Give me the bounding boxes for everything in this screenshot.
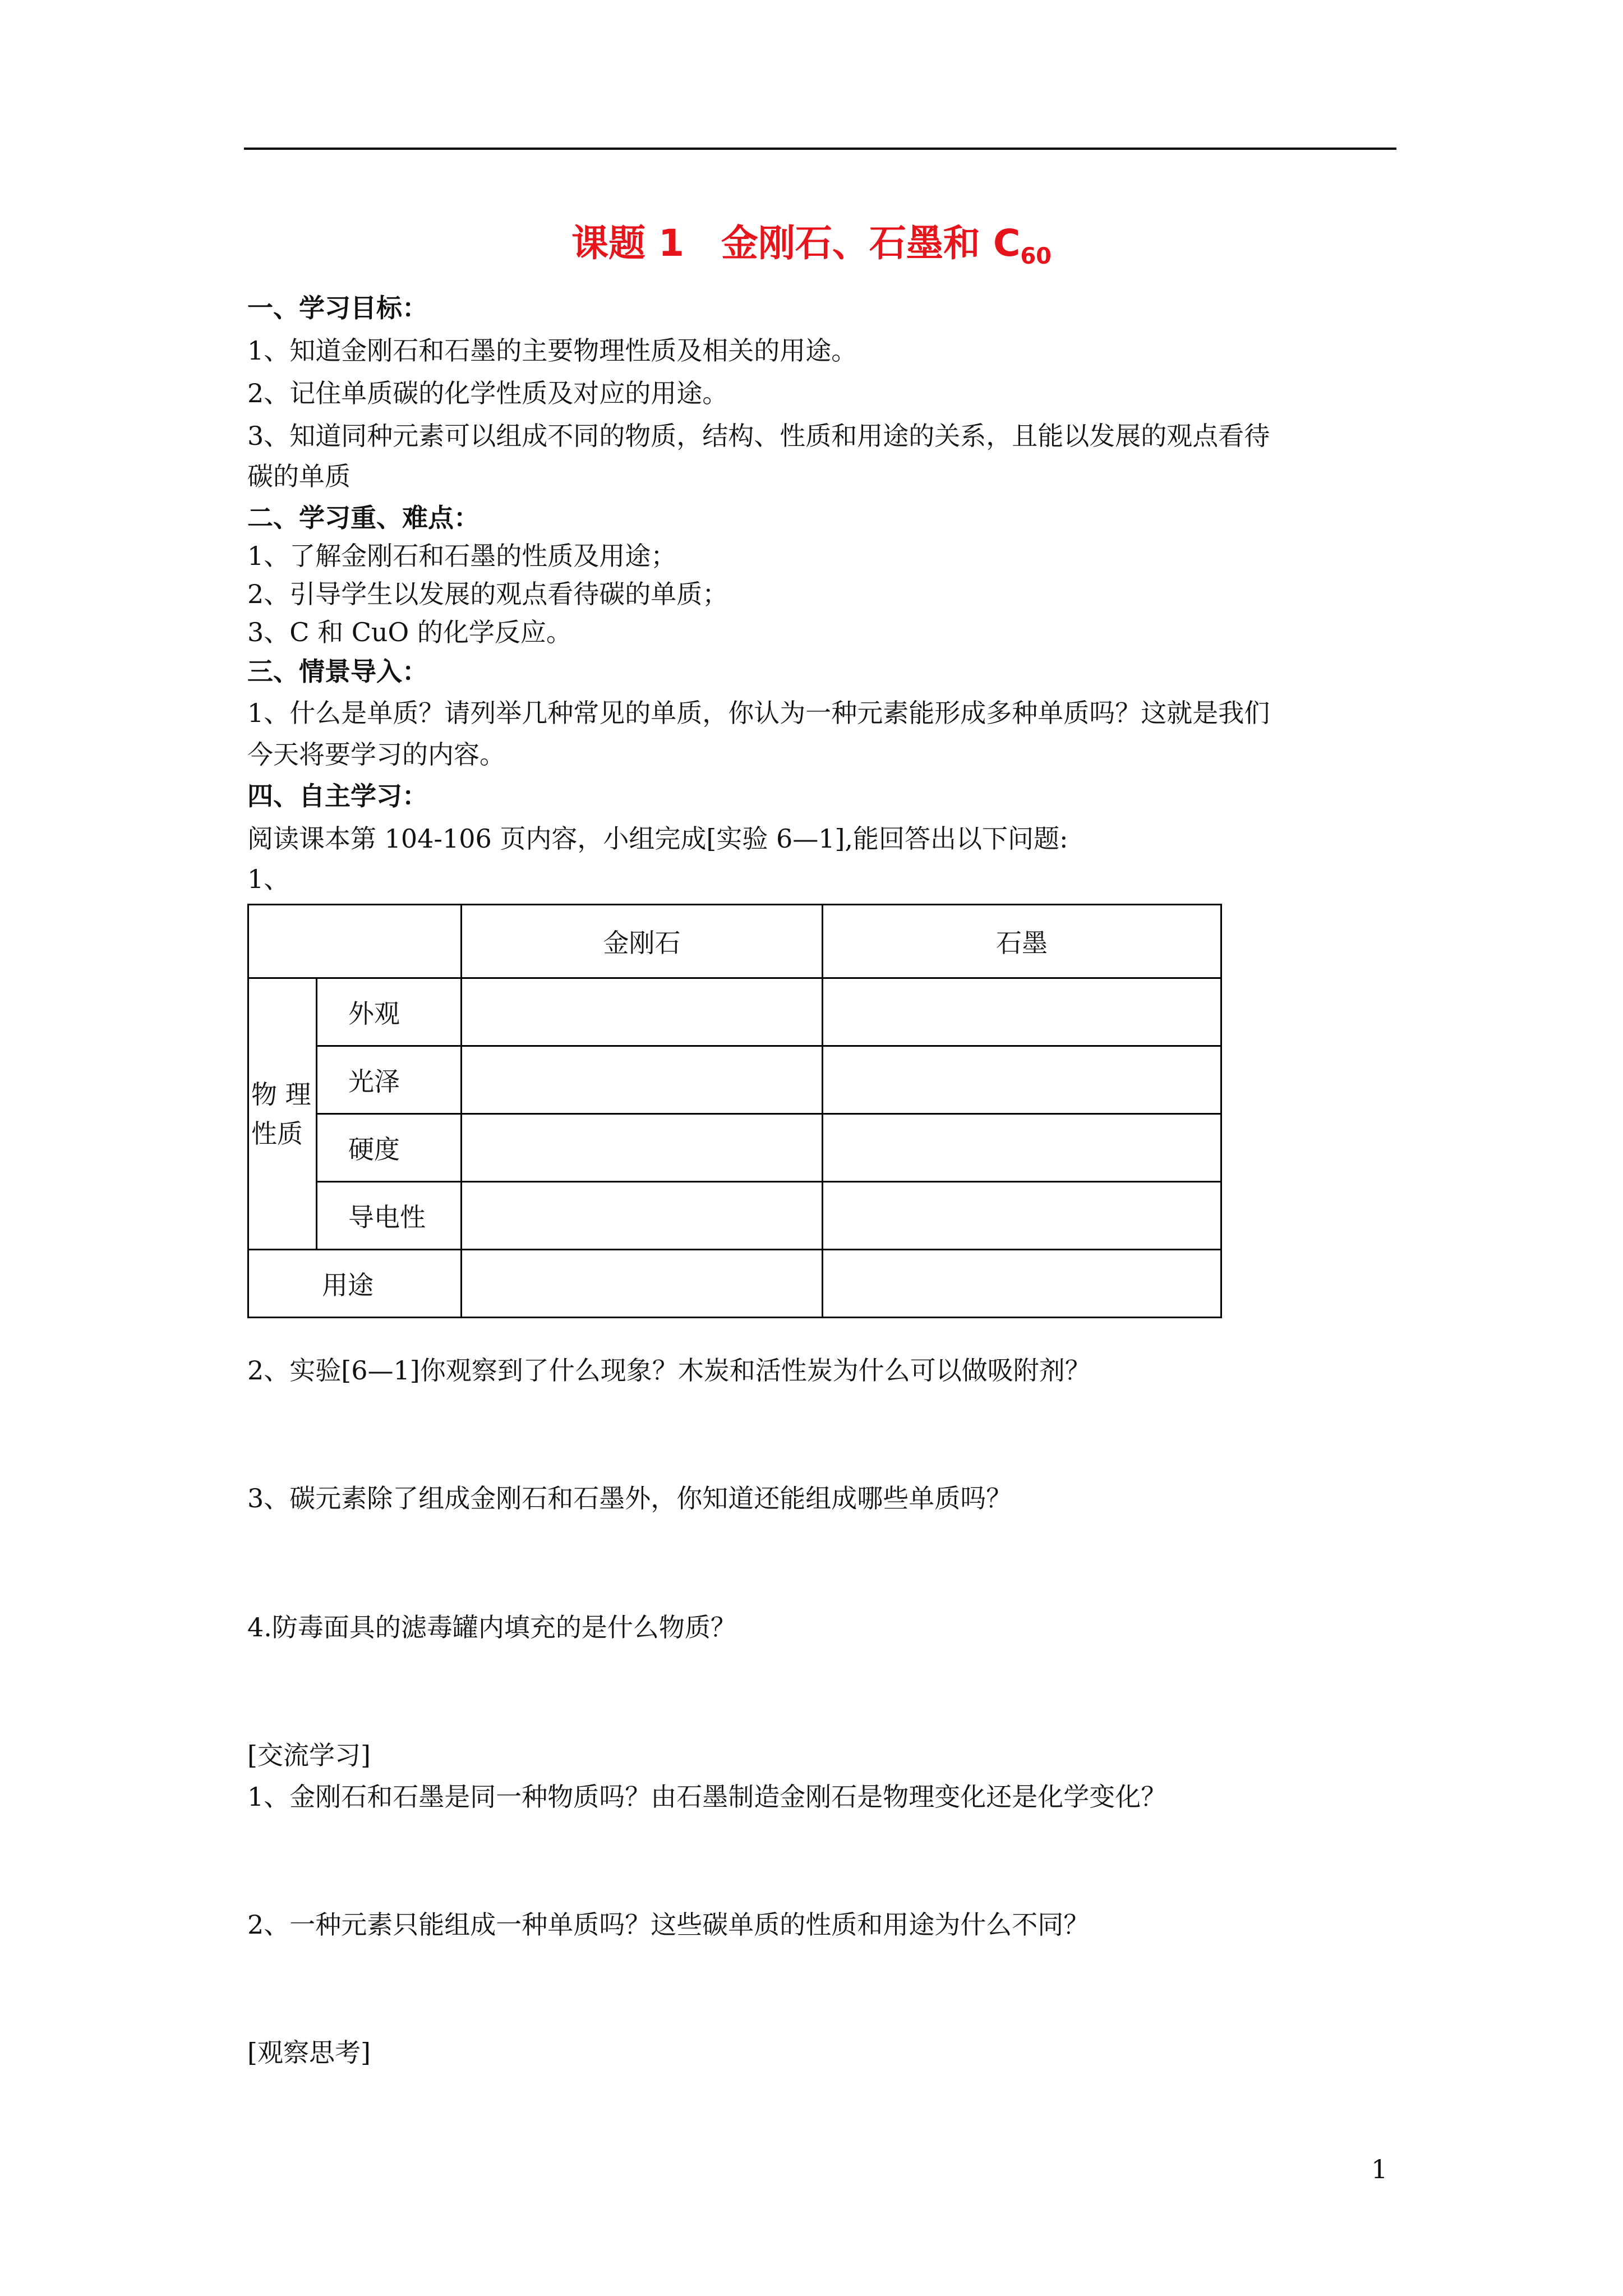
page-title xyxy=(0,215,1623,284)
section1-item-1: 1、知道金刚石和石墨的主要物理性质及相关的用途。 xyxy=(247,335,857,366)
section1-item-3: 3、知道同种元素可以组成不同的物质，结构、性质和用途的关系，且能以发展的观点看待 xyxy=(247,421,1270,451)
observe-heading: [观察思考] xyxy=(247,2037,371,2068)
header-rule xyxy=(244,148,1396,150)
section4-q1: 1、 xyxy=(247,864,290,894)
section2-item-2: 2、引导学生以发展的观点看待碳的单质； xyxy=(247,579,728,609)
section3-line-1: 1、什么是单质？请列举几种常见的单质，你认为一种元素能形成多种单质吗？这就是我们 xyxy=(247,698,1270,728)
section3-heading: 三、情景导入： xyxy=(247,656,428,687)
table-row xyxy=(248,1250,1221,1318)
table-header-row xyxy=(248,905,1221,978)
question-3: 3、碳元素除了组成金刚石和石墨外，你知道还能组成哪些单质吗？ xyxy=(247,1483,1012,1513)
exchange-question-2: 2、一种元素只能组成一种单质吗？这些碳单质的性质和用途为什么不同？ xyxy=(247,1910,1090,1940)
section3-line-2: 今天将要学习的内容。 xyxy=(247,739,505,770)
section1-item-2: 2、记住单质碳的化学性质及对应的用途。 xyxy=(247,378,728,408)
table-row xyxy=(248,978,1221,1046)
cell-graphite-appearance[interactable] xyxy=(823,978,1221,1046)
table-row xyxy=(248,1046,1221,1114)
table-header-diamond: 金刚石 xyxy=(462,905,823,978)
cell-diamond-appearance[interactable] xyxy=(462,978,823,1046)
section2-heading: 二、学习重、难点： xyxy=(247,503,479,533)
section1-heading: 一、学习目标： xyxy=(247,293,428,323)
row-label-hardness: 硬度 xyxy=(317,1114,462,1182)
cell-diamond-conductivity[interactable] xyxy=(462,1182,823,1250)
properties-table xyxy=(247,904,1222,1318)
question-2: 2、实验[6—1]你观察到了什么现象？木炭和活性炭为什么可以做吸附剂？ xyxy=(247,1355,1091,1386)
section2-item-1: 1、了解金刚石和石墨的性质及用途； xyxy=(247,541,677,571)
table-row xyxy=(248,1114,1221,1182)
table-header-blank xyxy=(248,905,462,978)
section4-intro: 阅读课本第 104-106 页内容，小组完成[实验 6—1],能回答出以下问题: xyxy=(247,823,1068,854)
cell-diamond-usage[interactable] xyxy=(462,1250,823,1318)
cell-graphite-conductivity[interactable] xyxy=(823,1182,1221,1250)
cell-diamond-hardness[interactable] xyxy=(462,1114,823,1182)
cell-graphite-luster[interactable] xyxy=(823,1046,1221,1114)
row-label-conductivity: 导电性 xyxy=(317,1182,462,1250)
cell-diamond-luster[interactable] xyxy=(462,1046,823,1114)
row-label-luster: 光泽 xyxy=(317,1046,462,1114)
cell-graphite-hardness[interactable] xyxy=(823,1114,1221,1182)
section1-item-3-cont: 碳的单质 xyxy=(247,461,351,491)
cell-graphite-usage[interactable] xyxy=(823,1250,1221,1318)
question-4: 4.防毒面具的滤毒罐内填充的是什么物质？ xyxy=(247,1612,736,1642)
physical-properties-label-line1: 物 理 xyxy=(251,1079,311,1110)
exchange-heading: [交流学习] xyxy=(247,1740,371,1770)
section2-item-3: 3、C 和 CuO 的化学反应。 xyxy=(247,617,572,647)
table-header-graphite: 石墨 xyxy=(823,905,1221,978)
exchange-question-1: 1、金刚石和石墨是同一种物质吗？由石墨制造金刚石是物理变化还是化学变化？ xyxy=(247,1782,1167,1812)
table-row xyxy=(248,1182,1221,1250)
physical-properties-label xyxy=(248,978,317,1250)
title-main: 课题 1 金刚石、石墨和 C xyxy=(571,222,1021,265)
row-label-appearance: 外观 xyxy=(317,978,462,1046)
section4-heading: 四、自主学习： xyxy=(247,781,428,811)
page-number: 1 xyxy=(1371,2154,1388,2184)
row-label-usage: 用途 xyxy=(248,1250,462,1318)
title-subscript: 60 xyxy=(1020,243,1052,269)
physical-properties-label-line2: 性质 xyxy=(251,1118,303,1149)
